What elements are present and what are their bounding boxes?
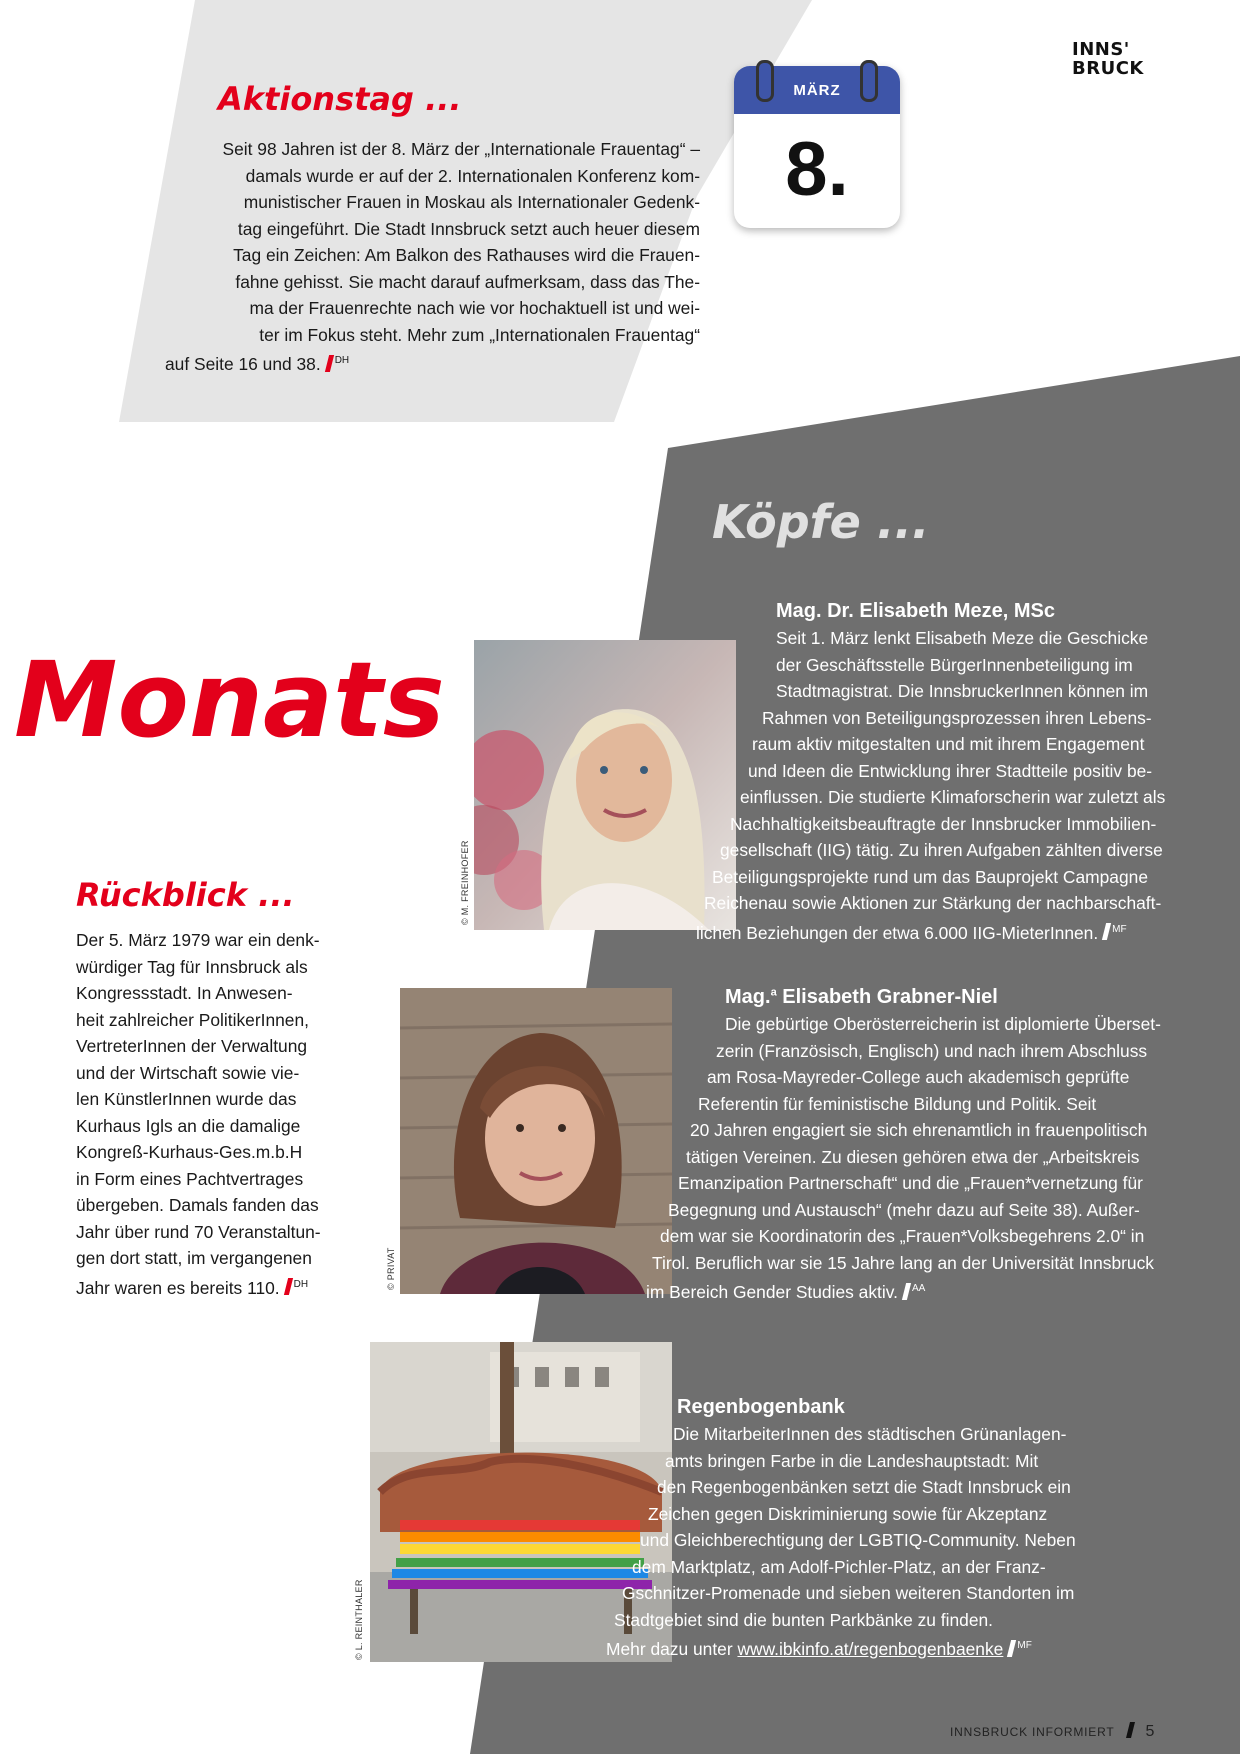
publication-name: INNSBRUCK INFORMIERT	[950, 1725, 1115, 1739]
profile-grabner-niel	[600, 986, 1190, 1305]
regenbogenbaenke-link[interactable]: www.ibkinfo.at/regenbogenbaenke	[737, 1638, 1004, 1659]
text-line: munistischer Frauen in Moskau als Internationaler Gedenk-	[243, 192, 700, 212]
calendar-month: MÄRZ	[793, 82, 841, 99]
photo-credit: © PRIVAT	[386, 1247, 396, 1290]
text-line: Kurhaus Igls an die damalige	[76, 1115, 301, 1136]
text-line: Rahmen von Beteiligungsprozessen ihren Lebens-	[762, 707, 1152, 728]
text-line: Der 5. März 1979 war ein denk-	[76, 930, 320, 950]
name-rest: Elisabeth Grabner-Niel	[776, 986, 998, 1008]
text-line: Gschnitzer-Promenade und sieben weiteren Standorten im	[622, 1583, 1075, 1603]
text-line: tätigen Vereinen. Zu diesen gehören etwa der „Arbeitskreis	[686, 1146, 1140, 1167]
calendar-ring-right-icon	[860, 60, 878, 102]
text-line: gesellschaft (IIG) tätig. Zu ihren Aufgaben zählten diverse	[720, 840, 1163, 860]
text-line: Die MitarbeiterInnen des städtischen Grünanlagen-	[673, 1424, 1067, 1444]
text-line: übergeben. Damals fanden das	[76, 1195, 319, 1215]
text-line: 20 Jahren engagiert sie sich ehrenamtlich in frauenpolitisch	[690, 1120, 1148, 1140]
end-slash-icon	[1007, 1640, 1016, 1657]
text-line: in Form eines Pachtvertrages	[76, 1168, 304, 1189]
text-line: Nachhaltigkeitsbeauftragte der Innsbrucker Immobilien-	[730, 813, 1157, 834]
text-line: Seit 98 Jahren ist der 8. März der „Internationale Frauentag“ –	[222, 139, 700, 159]
author-signature: AA	[911, 1283, 926, 1294]
calendar-icon	[734, 60, 900, 228]
text-line: Kongreß-Kurhaus-Ges.m.b.H	[76, 1142, 303, 1162]
author-signature: DH	[334, 355, 350, 366]
text-line: würdiger Tag für Innsbruck als	[76, 956, 308, 977]
rueckblick-heading: Rückblick ...	[76, 876, 295, 914]
innsbruck-logo	[1072, 40, 1144, 78]
logo-line-2: BRUCK	[1072, 58, 1144, 79]
author-signature: MF	[1017, 1640, 1032, 1651]
koepfe-heading: Köpfe ...	[712, 495, 930, 549]
text-line: Begegnung und Austausch“ (mehr dazu auf Seite 38). Außer-	[668, 1199, 1140, 1220]
text-line: einflussen. Die studierte Klimaforscherin war zuletzt als	[740, 787, 1166, 807]
text-line: der Geschäftsstelle BürgerInnenbeteiligung im	[776, 654, 1133, 675]
name-prefix: Mag.	[725, 986, 771, 1008]
text-line: Stadtmagistrat. Die InnsbruckerInnen können im	[776, 681, 1149, 701]
text-line: Jahr waren es bereits 110.	[76, 1277, 280, 1298]
profile-regenbogenbank	[600, 1396, 1190, 1662]
end-slash-icon	[284, 1278, 293, 1295]
text-line: Beteiligungsprojekte rund um das Bauprojekt Campagne	[712, 866, 1148, 887]
text-line: Zeichen gegen Diskriminierung sowie für Akzeptanz	[648, 1503, 1048, 1524]
text-line: ter im Fokus steht. Mehr zum „Internationalen Frauentag“	[259, 324, 700, 345]
text-line: Stadtgebiet sind die bunten Parkbänke zu finden.	[614, 1609, 994, 1630]
text-line: amts bringen Farbe in die Landeshauptstadt: Mit	[665, 1450, 1039, 1471]
page-footer	[950, 1722, 1155, 1741]
text-line: Tirol. Beruflich war sie 15 Jahre lang an der Universität Innsbruck	[652, 1252, 1154, 1273]
text-line: auf Seite 16 und 38.	[165, 353, 321, 374]
calendar-ring-left-icon	[756, 60, 774, 102]
page-number: 5	[1145, 1723, 1156, 1740]
text-line: Die gebürtige Oberösterreicherin ist diplomierte Überset-	[725, 1014, 1161, 1034]
logo-line-1: INNS'	[1072, 39, 1130, 60]
text-line: ma der Frauenrechte nach wie vor hochaktuell ist und wei-	[249, 298, 700, 318]
text-line: am Rosa-Mayreder-College auch akademisch geprüfte	[707, 1067, 1130, 1087]
profile-text	[600, 1421, 1190, 1662]
text-line-last	[76, 1272, 366, 1301]
text-line: Kongressstadt. In Anwesen-	[76, 983, 293, 1003]
text-line: heit zahlreicher PolitikerInnen,	[76, 1009, 309, 1030]
text-line: len KünstlerInnen wurde das	[76, 1089, 297, 1109]
monats-title: Monats	[14, 639, 445, 761]
text-line: fahne gehisst. Sie macht darauf aufmerksam, dass das The-	[235, 271, 700, 292]
aktionstag-heading: Aktionstag ...	[218, 80, 462, 118]
aktionstag-text	[120, 136, 700, 377]
text-line: dem war sie Koordinatorin des „Frauen*Volksbegehrens 2.0“ in	[660, 1226, 1145, 1246]
end-slash-icon	[325, 355, 334, 372]
text-line: Reichenau sowie Aktionen zur Stärkung der nachbarschaft-	[704, 893, 1162, 913]
profile-name: Mag. Dr. Elisabeth Meze, MSc	[776, 600, 1055, 622]
text-line: und Ideen die Entwicklung ihrer Stadtteile positiv be-	[748, 760, 1153, 781]
text-line: raum aktiv mitgestalten und mit ihrem Engagement	[752, 734, 1145, 754]
text-line: Jahr über rund 70 Veranstaltun-	[76, 1221, 321, 1242]
text-line: gen dort statt, im vergangenen	[76, 1248, 312, 1268]
calendar-day: 8.	[785, 127, 849, 212]
photo-credit: © M. FREINHOFER	[460, 840, 470, 925]
more-prefix: Mehr dazu unter	[606, 1638, 738, 1659]
rueckblick-text	[76, 927, 366, 1301]
name-sup: a	[770, 986, 777, 999]
text-line: tag eingeführt. Die Stadt Innsbruck setzt auch heuer diesem	[237, 218, 700, 239]
text-line: dem Marktplatz, am Adolf-Pichler-Platz, an der Franz-	[632, 1556, 1046, 1577]
end-slash-icon	[902, 1283, 911, 1300]
text-line: damals wurde er auf der 2. Internationalen Konferenz kom-	[245, 165, 700, 186]
text-line: VertreterInnen der Verwaltung	[76, 1036, 308, 1056]
profile-text	[600, 625, 1190, 946]
text-line: den Regenbogenbänken setzt die Stadt Innsbruck ein	[657, 1477, 1071, 1497]
text-line: Tag ein Zeichen: Am Balkon des Rathauses wird die Frauen-	[233, 245, 700, 265]
end-slash-icon	[1102, 923, 1111, 940]
text-line: lichen Beziehungen der etwa 6.000 IIG-MieterInnen.	[696, 922, 1099, 943]
author-signature: DH	[293, 1278, 309, 1290]
profile-meze	[600, 600, 1190, 946]
author-signature: MF	[1112, 923, 1127, 935]
text-line: und Gleichberechtigung der LGBTIQ-Community. Neben	[640, 1530, 1076, 1550]
text-line: im Bereich Gender Studies aktiv.	[646, 1281, 898, 1302]
text-line-last	[600, 1276, 1190, 1305]
text-line-last	[600, 1633, 1190, 1662]
photo-credit: © L. REINTHALER	[354, 1579, 364, 1660]
text-line: Seit 1. März lenkt Elisabeth Meze die Geschicke	[776, 628, 1149, 648]
text-line: Emanzipation Partnerschaft“ und die „Frauen*vernetzung für	[678, 1173, 1143, 1193]
profile-name	[600, 986, 1190, 1009]
text-line: zerin (Französisch, Englisch) und nach ihrem Abschluss	[716, 1040, 1148, 1061]
text-line: und der Wirtschaft sowie vie-	[76, 1062, 300, 1083]
text-line-last	[600, 917, 1190, 946]
footer-slash-icon	[1126, 1722, 1135, 1738]
profile-text	[600, 1011, 1190, 1305]
text-line: Referentin für feministische Bildung und Politik. Seit	[698, 1093, 1097, 1114]
profile-name: Regenbogenbank	[677, 1396, 845, 1418]
text-line-last	[120, 348, 700, 377]
